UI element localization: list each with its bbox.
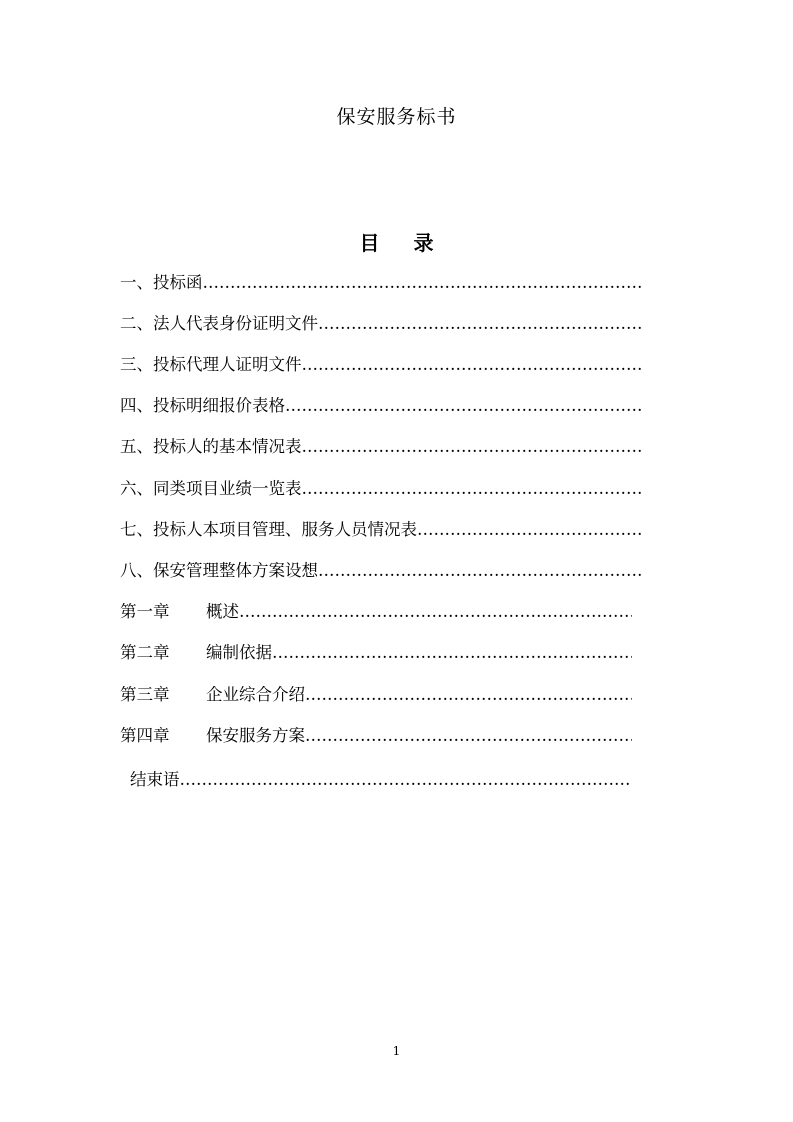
toc-item-chapter-3[interactable] xyxy=(120,680,632,710)
toc-item-overall-plan[interactable] xyxy=(120,556,642,586)
toc-leader-dots xyxy=(272,638,632,668)
toc-leader-dots xyxy=(318,309,642,339)
toc-item-staff-table[interactable] xyxy=(120,515,642,545)
toc-chapter-number: 第四章 xyxy=(120,726,170,745)
toc-item-label: 四、投标明细报价表格 xyxy=(120,396,285,415)
toc-chapter-number: 第二章 xyxy=(120,643,170,662)
toc-item-label: 结束语 xyxy=(130,770,180,789)
toc-item-label: 五、投标人的基本情况表 xyxy=(120,437,302,456)
toc-item-label: 六、同类项目业绩一览表 xyxy=(120,479,302,498)
toc-item-label: 七、投标人本项目管理、服务人员情况表 xyxy=(120,520,417,539)
toc-leader-dots xyxy=(180,765,633,795)
toc-leader-dots xyxy=(302,474,643,504)
toc-leader-dots xyxy=(318,556,642,586)
toc-leader-dots xyxy=(239,597,632,627)
toc-item-chapter-4[interactable] xyxy=(120,721,632,751)
toc-item-label: 保安服务方案 xyxy=(206,726,305,745)
toc-heading xyxy=(0,228,793,258)
toc-chapter-number: 第三章 xyxy=(120,685,170,704)
toc-leader-dots xyxy=(305,680,632,710)
toc-item-agent-certificate[interactable] xyxy=(120,350,642,380)
toc-heading-right: 录 xyxy=(413,231,434,255)
table-of-contents xyxy=(0,268,793,808)
toc-leader-dots xyxy=(417,515,642,545)
toc-item-bidder-info[interactable] xyxy=(120,432,642,462)
toc-item-similar-projects[interactable] xyxy=(120,474,642,504)
toc-leader-dots xyxy=(305,721,632,751)
toc-item-label: 一、投标函 xyxy=(120,273,203,292)
toc-item-tender-letter[interactable] xyxy=(120,268,642,298)
toc-item-label: 企业综合介绍 xyxy=(206,685,305,704)
toc-leader-dots xyxy=(302,350,643,380)
toc-item-label: 二、法人代表身份证明文件 xyxy=(120,314,318,333)
toc-item-label: 三、投标代理人证明文件 xyxy=(120,355,302,374)
toc-item-price-table[interactable] xyxy=(120,391,642,421)
document-title: 保安服务标书 xyxy=(336,106,457,128)
toc-item-label: 概述 xyxy=(206,602,239,621)
toc-item-conclusion[interactable] xyxy=(130,765,632,795)
toc-item-chapter-2[interactable] xyxy=(120,638,632,668)
toc-heading-left: 目 xyxy=(359,231,380,255)
toc-item-label: 编制依据 xyxy=(206,643,272,662)
toc-item-label: 八、保安管理整体方案设想 xyxy=(120,561,318,580)
toc-leader-dots xyxy=(203,268,643,298)
toc-item-legal-rep-id[interactable] xyxy=(120,309,642,339)
toc-leader-dots xyxy=(285,391,642,421)
page-number: 1 xyxy=(392,1044,401,1058)
toc-item-chapter-1[interactable] xyxy=(120,597,632,627)
toc-leader-dots xyxy=(302,432,643,462)
toc-chapter-number: 第一章 xyxy=(120,602,170,621)
